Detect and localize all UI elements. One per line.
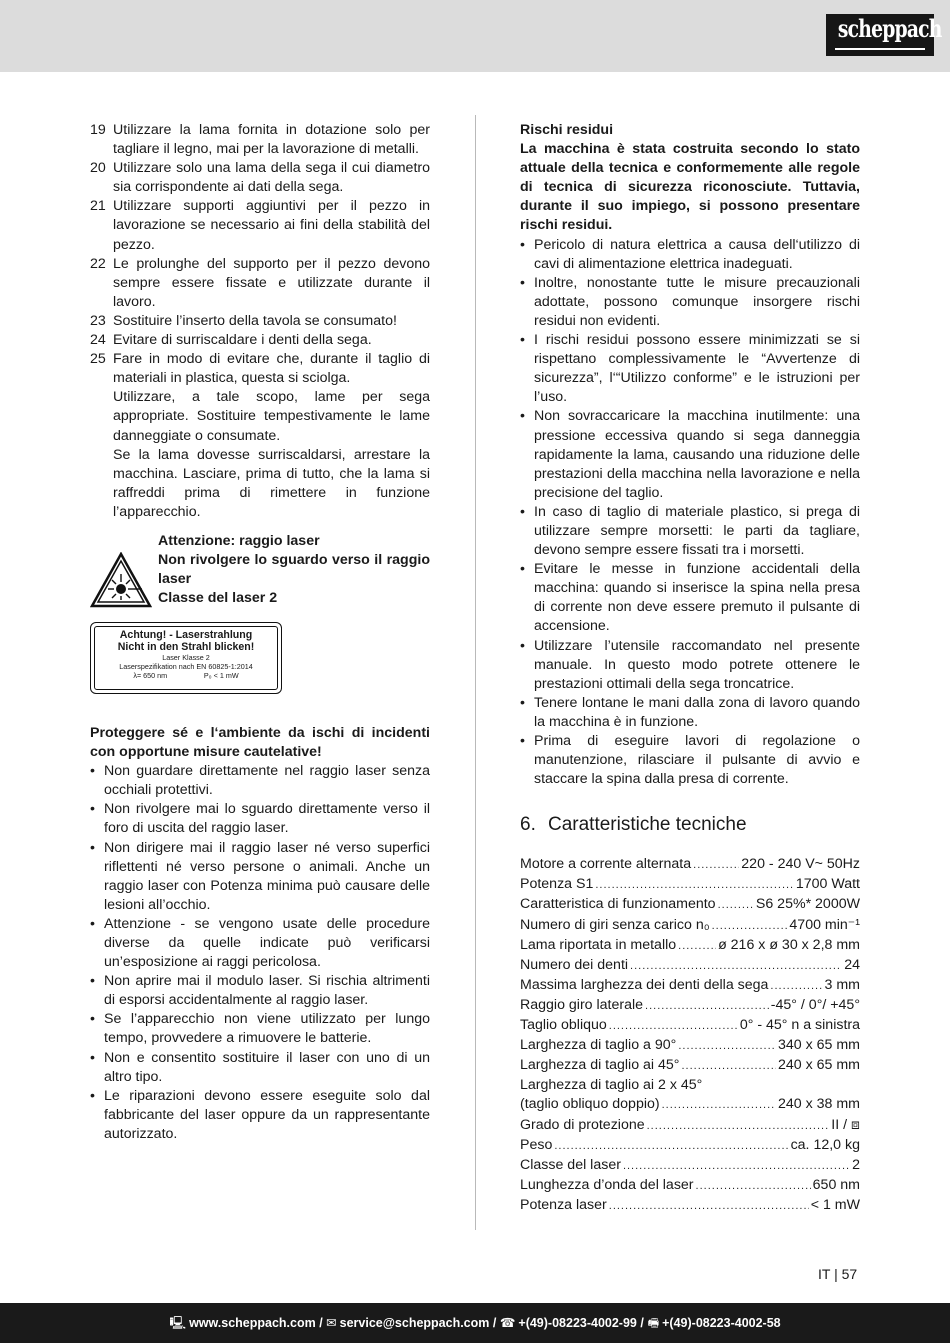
spec-value: 1700 Watt — [795, 876, 860, 893]
bullet-text: Inoltre, nonostante tutte le misure precauzionali adottate, possono comunque insorgere rischi residui non evidenti. — [534, 274, 860, 329]
bullet-item — [520, 331, 860, 407]
fax-icon: 🖷 — [647, 1316, 660, 1330]
spec-row — [520, 1136, 860, 1156]
spec-key: Potenza S1 — [520, 876, 594, 893]
spec-row — [520, 1156, 860, 1176]
laser-warning-block — [90, 532, 430, 702]
spec-leader — [630, 957, 842, 976]
label-class: Laser Klasse 2 — [162, 652, 210, 662]
item-number: 19 — [90, 122, 106, 138]
spec-row — [520, 855, 860, 875]
bullet-text: Non dirigere mai il raggio laser né verso superfici riflettenti né verso persone o animali. Anche un raggio laser con Potenza minima può causare delle lesioni all’occhio. — [104, 839, 430, 913]
label-title-1: Achtung! - Laserstrahlung — [119, 628, 253, 641]
risk-intro: La macchina è stata costruita secondo lo stato attuale della tecnica e conformemente alle regole di tecnica di sicurezza riconosciute. Tuttavia, durante il suo impiego, si possono presentare rischi residui. — [520, 141, 860, 234]
numbered-item — [90, 312, 430, 331]
mail-icon: ✉ — [326, 1316, 337, 1330]
bullet-item — [520, 637, 860, 694]
computer-icon: 🖳 — [169, 1316, 187, 1330]
spec-leader — [554, 1137, 788, 1156]
bullet-text: I rischi residui possono essere minimizzati se si rispettano complessivamente le “Avvertenze di sicurezza”, l‘“Utilizzo conforme” e le istruzioni per l’uso. — [534, 332, 860, 406]
label-title-2: Nicht in den Strahl blicken! — [117, 640, 255, 653]
spec-value: 3 mm — [824, 976, 860, 993]
spec-row — [520, 1196, 860, 1216]
bullet-icon: • — [520, 733, 525, 749]
spec-value: 4700 min⁻¹ — [789, 916, 860, 933]
bullet-icon: • — [520, 503, 525, 520]
numbered-item — [90, 121, 430, 159]
bullet-icon: • — [520, 332, 525, 349]
footer-email[interactable]: service@scheppach.com — [339, 1316, 490, 1330]
bullet-icon: • — [520, 637, 525, 654]
numbered-safety-list — [90, 121, 430, 522]
spec-leader — [623, 1157, 850, 1176]
spec-table — [520, 855, 860, 1216]
bullet-text: Non sovraccaricare la macchina inutilmente: una pressione eccessiva quando si sega danneggia rapidamente la lama, causando una riduzione delle prestazioni della macchina nella lavorazione e nella precisione del taglio. — [534, 408, 860, 501]
spec-row — [520, 1036, 860, 1056]
warning-line-1: Attenzione: raggio laser — [158, 532, 320, 549]
bullet-text: Non rivolgere mai lo sguardo direttamente verso il foro di uscita del raggio laser. — [104, 801, 430, 837]
spec-leader — [595, 876, 793, 895]
footer-separator: / — [636, 1316, 648, 1330]
spec-key: Caratteristica di funzionamento — [520, 896, 716, 913]
spec-value: 340 x 65 mm — [777, 1037, 860, 1054]
item-text: Fare in modo di evitare che, durante il taglio di materiali in plastica, questa si sciolga. — [113, 351, 430, 387]
bullet-item — [90, 915, 430, 972]
item-text: Le prolunghe del supporto per il pezzo devono sempre essere fissate e utilizzate durante il lavoro. — [113, 255, 430, 310]
spec-value: S6 25%* 2000W — [755, 896, 860, 913]
spec-value: ca. 12,0 kg — [790, 1136, 860, 1153]
bullet-icon: • — [90, 763, 95, 780]
risk-title: Rischi residui — [520, 122, 614, 138]
bullet-item — [90, 762, 430, 800]
bullet-text: In caso di taglio di materiale plastico, si prega di utilizzare sempre morsetti: le parti da tagliare, devono sempre essere fissati tra i morsetti. — [534, 503, 860, 559]
spec-value: 220 - 240 V~ 50Hz — [741, 856, 860, 873]
laser-warning-text — [158, 532, 430, 608]
bullet-item — [90, 1087, 430, 1144]
logo-text: scheppach — [837, 14, 942, 43]
bullet-icon: • — [90, 915, 95, 932]
bullet-text: Se l’apparecchio non viene utilizzato per lungo tempo, provvedere a rimuovere le batterie. — [104, 1011, 430, 1047]
spec-value: 24 — [844, 956, 860, 973]
label-power: P₀ < 1 mW — [203, 670, 239, 680]
spec-row — [520, 1176, 860, 1196]
bullet-text: Prima di eseguire lavori di regolazione o manutenzione, rilasciare il pulsante di avvio e staccare la spina dalla presa di corrente. — [534, 733, 860, 788]
footer-separator: / — [489, 1316, 500, 1330]
bullet-item — [90, 1010, 430, 1048]
section-number: 6. — [520, 814, 536, 836]
numbered-item — [90, 350, 430, 522]
spec-key: Larghezza di taglio ai 45° — [520, 1057, 680, 1074]
header-bar — [0, 0, 950, 72]
right-column — [520, 121, 860, 1216]
protect-bullet-list — [90, 762, 430, 1144]
footer-separator: / — [315, 1316, 327, 1330]
spec-leader — [693, 856, 739, 875]
numbered-item — [90, 197, 430, 254]
spec-key: Larghezza di taglio a 90° — [520, 1037, 677, 1054]
spec-row — [520, 976, 860, 996]
bullet-icon: • — [90, 1049, 95, 1066]
bullet-item — [520, 236, 860, 274]
item-number: 24 — [90, 332, 106, 349]
page-number: IT | 57 — [818, 1266, 858, 1282]
bullet-icon: • — [520, 236, 525, 253]
spec-key: Lama riportata in metallo — [520, 936, 677, 953]
footer-web[interactable]: www.scheppach.com — [189, 1316, 316, 1330]
spec-leader — [662, 1096, 776, 1115]
column-divider — [475, 115, 476, 1230]
item-text: Evitare di surriscaldare i denti della sega. — [113, 332, 372, 349]
protect-heading: Proteggere sé e l‘ambiente da ischi di incidenti con opportune misure cautelative! — [90, 724, 430, 761]
bullet-item — [90, 800, 430, 838]
footer-fax: +(49)-08223-4002-58 — [662, 1316, 781, 1330]
bullet-icon: • — [90, 973, 95, 990]
spec-value: ø 216 x ø 30 x 2,8 mm — [718, 936, 860, 953]
spec-row — [520, 956, 860, 976]
warning-line-3: Classe del laser 2 — [158, 590, 278, 607]
item-text: Utilizzare la lama fornita in dotazione solo per tagliare il legno, mai per la lavorazione di metalli. — [113, 122, 430, 158]
spec-row — [520, 916, 860, 936]
bullet-text: Evitare le messe in funzione accidentali della macchina: quando si inserisce la spina nella presa di corrente non deve essere premuto il pulsante di accensione. — [534, 561, 860, 635]
bullet-item — [90, 839, 430, 915]
left-column — [90, 121, 430, 1144]
numbered-item — [90, 255, 430, 312]
bullet-item — [520, 274, 860, 331]
spec-row — [520, 895, 860, 915]
numbered-item — [90, 159, 430, 197]
spec-key: Grado di protezione — [520, 1116, 645, 1133]
bullet-icon: • — [90, 1087, 95, 1104]
spec-key: Numero dei denti — [520, 956, 629, 973]
spec-leader — [609, 1017, 738, 1036]
laser-class-label — [90, 622, 282, 694]
spec-row — [520, 875, 860, 895]
bullet-icon: • — [520, 408, 525, 425]
spec-leader — [718, 896, 754, 915]
item-text: Se la lama dovesse surriscaldarsi, arrestare la macchina. Lasciare, prima di tutto, che la lama si raffreddi prima di rimettere in funzione l’apparecchio. — [113, 446, 430, 520]
spec-value: II / ⧈ — [831, 1116, 860, 1133]
bullet-item — [520, 560, 860, 636]
item-number: 21 — [90, 198, 106, 215]
item-number: 20 — [90, 160, 106, 177]
bullet-text: Non guardare direttamente nel raggio laser senza occhiali protettivi. — [104, 763, 430, 799]
spec-leader — [645, 997, 769, 1016]
bullet-icon: • — [520, 694, 525, 711]
scheppach-logo — [826, 14, 942, 56]
section-heading — [520, 813, 860, 837]
spec-row — [520, 1076, 860, 1095]
spec-row — [520, 1056, 860, 1076]
bullet-text: Le riparazioni devono essere eseguite solo dal fabbricante del laser oppure da un rappresentante autorizzato. — [104, 1087, 430, 1142]
item-text: Sostituire l’inserto della tavola se consumato! — [113, 312, 397, 329]
spec-value: 650 nm — [812, 1176, 860, 1193]
bullet-icon: • — [520, 561, 525, 578]
spec-value: -45° / 0°/ +45° — [770, 996, 860, 1013]
spec-key: Larghezza di taglio ai 2 x 45° — [520, 1077, 703, 1094]
spec-key: (taglio obliquo doppio) — [520, 1096, 660, 1113]
spec-row — [520, 1095, 860, 1115]
spec-leader — [678, 1037, 776, 1056]
spec-key: Peso — [520, 1136, 553, 1153]
spec-key: Massima larghezza dei denti della sega — [520, 976, 769, 993]
bullet-text: Non e consentito sostituire il laser con uno di un altro tipo. — [104, 1049, 430, 1085]
bullet-text: Attenzione - se vengono usate delle procedure diverse da quelle indicate può verificarsi un’esposizione ai raggi pericolosa. — [104, 915, 430, 971]
bullet-text: Pericolo di natura elettrica a causa dell‘utilizzo di cavi di alimentazione elettrica inadeguati. — [534, 236, 860, 272]
spec-value: 2 — [852, 1156, 860, 1173]
spec-value: 240 x 65 mm — [777, 1057, 860, 1074]
spec-leader — [678, 937, 716, 956]
bullet-icon: • — [90, 839, 95, 856]
label-wavelength: λ= 650 nm — [133, 670, 168, 680]
item-number: 23 — [90, 312, 106, 329]
risk-bullet-list — [520, 236, 860, 790]
bullet-text: Utilizzare l’utensile raccomandato nel presente manuale. In questo modo potrete ottenere le prestazioni ottimali della sega troncatrice. — [534, 637, 860, 692]
bullet-item — [520, 503, 860, 560]
spec-key: Raggio giro laterale — [520, 996, 644, 1013]
spec-row — [520, 936, 860, 956]
spec-leader — [681, 1057, 776, 1076]
section-title: Caratteristiche tecniche — [548, 814, 747, 836]
item-number: 25 — [90, 351, 106, 368]
bullet-icon: • — [90, 1011, 95, 1028]
spec-row — [520, 1116, 860, 1136]
numbered-item — [90, 331, 430, 350]
spec-key: Taglio obliquo — [520, 1017, 607, 1034]
spec-key: Motore a corrente alternata — [520, 856, 692, 873]
spec-key: Lunghezza d’onda del laser — [520, 1176, 694, 1193]
spec-row — [520, 1016, 860, 1036]
bullet-icon: • — [520, 274, 525, 291]
bullet-item — [520, 407, 860, 502]
item-number: 22 — [90, 255, 106, 272]
label-spec: Laserspezifikation nach EN 60825-1:2014 — [119, 661, 253, 671]
footer-phone: +(49)-08223-4002-99 — [518, 1316, 637, 1330]
spec-value: 240 x 38 mm — [777, 1096, 860, 1113]
spec-leader — [712, 917, 788, 936]
footer-bar — [0, 1303, 950, 1343]
spec-leader — [609, 1197, 809, 1216]
bullet-item — [90, 1049, 430, 1087]
bullet-item — [520, 694, 860, 732]
bullet-item — [520, 732, 860, 789]
bullet-icon: • — [90, 801, 95, 818]
spec-leader — [770, 977, 822, 996]
spec-leader — [647, 1117, 830, 1136]
spec-key: Potenza laser — [520, 1196, 607, 1213]
laser-warning-icon — [90, 552, 152, 608]
spec-value: < 1 mW — [810, 1196, 860, 1213]
bullet-item — [90, 972, 430, 1010]
item-text: Utilizzare solo una lama della sega il cui diametro sia corrispondente ai dati della sega. — [113, 160, 430, 196]
bullet-text: Tenere lontane le mani dalla zona di lavoro quando la macchina è in funzione. — [534, 694, 860, 730]
item-text: Utilizzare supporti aggiuntivi per il pezzo in lavorazione se necessario ai fini della stabilità del pezzo. — [113, 198, 430, 253]
spec-value: 0° - 45° n a sinistra — [739, 1017, 860, 1034]
warning-line-2: Non rivolgere lo sguardo verso il raggio laser — [158, 552, 430, 588]
item-text: Utilizzare, a tale scopo, lame per sega appropriate. Sostituire tempestivamente le lame danneggiate o consumate. — [113, 389, 430, 444]
spec-key: Numero di giri senza carico n₀ — [520, 916, 710, 933]
spec-leader — [696, 1177, 811, 1196]
spec-key: Classe del laser — [520, 1156, 621, 1173]
phone-icon: ☎ — [499, 1316, 516, 1330]
spec-row — [520, 996, 860, 1016]
bullet-text: Non aprire mai il modulo laser. Si rischia altrimenti di esporsi accidentalmente al raggio laser. — [104, 973, 430, 1009]
